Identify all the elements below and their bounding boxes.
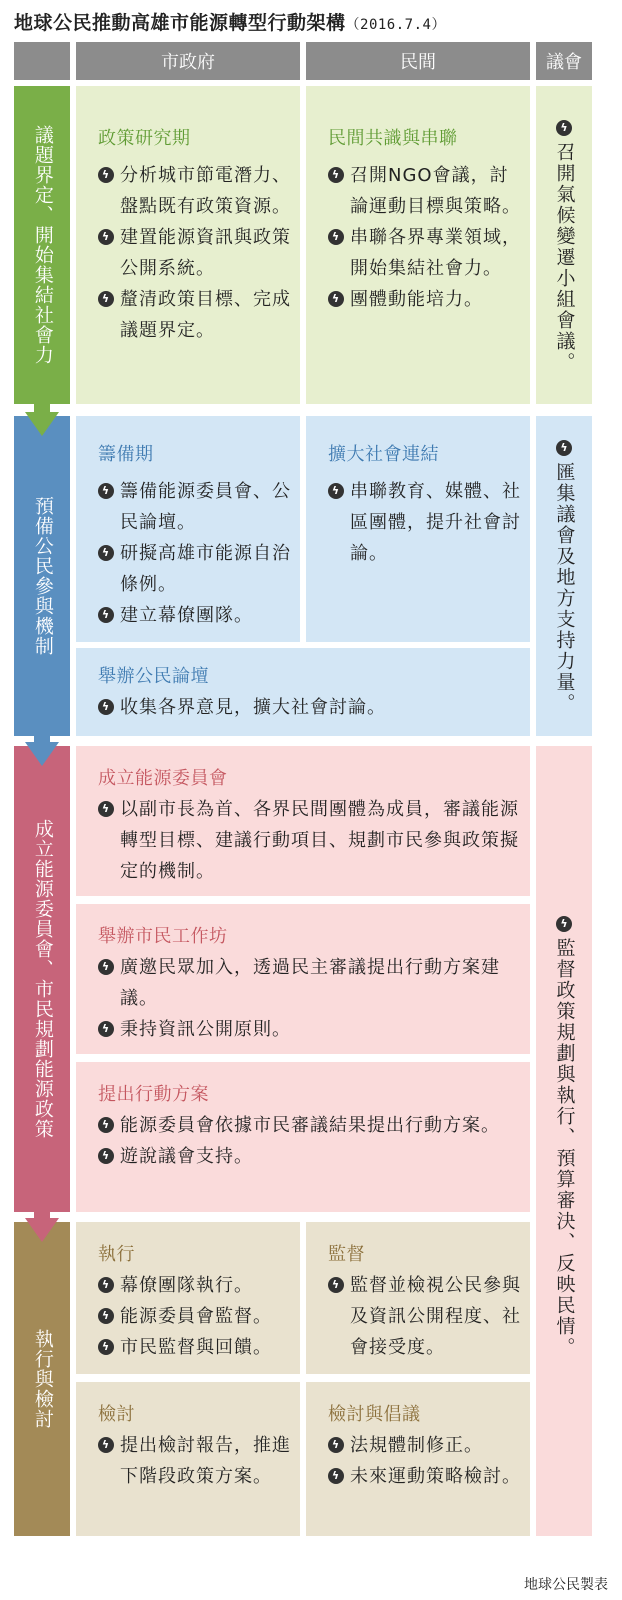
list-item: ϟ 團體動能培力。 [328, 284, 522, 315]
lightning-bolt-icon: ϟ [98, 801, 114, 817]
list-item: ϟ 廣邀民眾加入，透過民主審議提出行動方案建議。 [98, 952, 522, 1014]
p1-civil-list [328, 160, 522, 315]
p1-city-list [98, 160, 292, 346]
p4-review-list [98, 1430, 292, 1492]
p3-block-2-heading: 舉辦市民工作坊 [98, 926, 228, 947]
p4-monitor-list [328, 1270, 522, 1363]
phase-3-label: 成立能源委員會、市民規劃能源政策 [31, 819, 54, 1139]
p3-block-3-list [98, 1110, 522, 1172]
lightning-bolt-icon: ϟ [98, 483, 114, 499]
arrow-down-icon [25, 1218, 59, 1242]
title-date: （2016.7.4） [345, 17, 446, 33]
p2-council-text: 匯集議會及地方支持力量。 [553, 462, 576, 714]
p4-review-advocacy-cell [306, 1382, 530, 1536]
header-council: 議會 [536, 42, 592, 80]
list-item: ϟ 研擬高雄市能源自治條例。 [98, 538, 292, 600]
lightning-bolt-icon: ϟ [98, 1148, 114, 1164]
list-item: ϟ 串聯各界專業領域，開始集結社會力。 [328, 222, 522, 284]
lightning-bolt-icon: ϟ [98, 699, 114, 715]
list-item: ϟ 法規體制修正。 [328, 1430, 522, 1461]
p3-block-1 [76, 746, 530, 896]
p1-city-cell [76, 86, 300, 404]
lightning-bolt-icon: ϟ [98, 1339, 114, 1355]
p4-review-advocacy-heading: 檢討與倡議 [328, 1404, 421, 1425]
p4-review-cell [76, 1382, 300, 1536]
footer-credit: 地球公民製表 [524, 1577, 608, 1593]
lightning-bolt-icon: ϟ [98, 959, 114, 975]
list-item: ϟ 串聯教育、媒體、社區團體，提升社會討論。 [328, 476, 522, 569]
phase-2-label: 預備公民參與機制 [31, 496, 54, 656]
p3-block-3 [76, 1062, 530, 1212]
p2-joint-heading: 舉辦公民論壇 [98, 666, 209, 687]
p4-review-advocacy-list [328, 1430, 522, 1492]
lightning-bolt-icon: ϟ [556, 916, 572, 932]
list-item: ϟ 能源委員會依據市民審議結果提出行動方案。 [98, 1110, 522, 1141]
lightning-bolt-icon: ϟ [98, 1021, 114, 1037]
list-item: ϟ 釐清政策目標、完成議題界定。 [98, 284, 292, 346]
title-text: 地球公民推動高雄市能源轉型行動架構 [14, 12, 346, 34]
lightning-bolt-icon: ϟ [98, 229, 114, 245]
phase-4-bar [14, 1222, 70, 1536]
p4-exec-heading: 執行 [98, 1244, 135, 1265]
p2-joint-cell [76, 648, 530, 736]
p4-monitor-cell [306, 1222, 530, 1374]
lightning-bolt-icon: ϟ [98, 1437, 114, 1453]
header-blank [14, 42, 70, 80]
p1-council-cell [536, 86, 592, 404]
list-item: ϟ 未來運動策略檢討。 [328, 1461, 522, 1492]
lightning-bolt-icon: ϟ [328, 1468, 344, 1484]
p2-civil-cell [306, 416, 530, 642]
arrow-down-icon [25, 412, 59, 436]
p3-council-text: 監督政策規劃與執行、預算審決、反映民情。 [553, 938, 576, 1358]
lightning-bolt-icon: ϟ [328, 291, 344, 307]
phase-3-bar [14, 746, 70, 1212]
p2-joint-list [98, 692, 522, 723]
lightning-bolt-icon: ϟ [328, 483, 344, 499]
list-item: ϟ 召開NGO會議，討論運動目標與策略。 [328, 160, 522, 222]
p2-council-cell [536, 416, 592, 736]
list-item: ϟ 幕僚團隊執行。 [98, 1270, 292, 1301]
list-item: ϟ 收集各界意見，擴大社會討論。 [98, 692, 522, 723]
list-item: ϟ 秉持資訊公開原則。 [98, 1014, 522, 1045]
list-item: ϟ 建立幕僚團隊。 [98, 600, 292, 631]
p3-block-1-list [98, 794, 522, 887]
list-item: ϟ 以副市長為首、各界民間團體為成員，審議能源轉型目標、建議行動項目、規劃市民參與政策擬定的機制。 [98, 794, 522, 887]
p3-council-cell [536, 746, 592, 1536]
p4-exec-cell [76, 1222, 300, 1374]
list-item: ϟ 提出檢討報告，推進下階段政策方案。 [98, 1430, 292, 1492]
p2-city-heading: 籌備期 [98, 444, 154, 465]
p4-review-heading: 檢討 [98, 1404, 135, 1425]
list-item: ϟ 分析城市節電潛力、盤點既有政策資源。 [98, 160, 292, 222]
list-item: ϟ 籌備能源委員會、公民論壇。 [98, 476, 292, 538]
phase-1-bar [14, 86, 70, 404]
arrow-down-icon [25, 742, 59, 766]
lightning-bolt-icon: ϟ [328, 229, 344, 245]
p2-city-list [98, 476, 292, 631]
lightning-bolt-icon: ϟ [98, 1277, 114, 1293]
list-item: ϟ 遊說議會支持。 [98, 1141, 522, 1172]
list-item: ϟ 能源委員會監督。 [98, 1301, 292, 1332]
lightning-bolt-icon: ϟ [556, 440, 572, 456]
lightning-bolt-icon: ϟ [98, 1117, 114, 1133]
p3-block-3-heading: 提出行動方案 [98, 1084, 209, 1105]
lightning-bolt-icon: ϟ [556, 120, 572, 136]
lightning-bolt-icon: ϟ [98, 1308, 114, 1324]
lightning-bolt-icon: ϟ [98, 167, 114, 183]
lightning-bolt-icon: ϟ [98, 607, 114, 623]
p3-block-1-heading: 成立能源委員會 [98, 768, 228, 789]
p3-block-2 [76, 904, 530, 1054]
p4-exec-list [98, 1270, 292, 1363]
p2-city-cell [76, 416, 300, 642]
lightning-bolt-icon: ϟ [98, 545, 114, 561]
header-city: 市政府 [76, 42, 300, 80]
header-civil: 民間 [306, 42, 530, 80]
p1-city-heading: 政策研究期 [98, 128, 191, 149]
page-title [14, 8, 446, 35]
p2-civil-list [328, 476, 522, 569]
lightning-bolt-icon: ϟ [98, 291, 114, 307]
p2-civil-heading: 擴大社會連結 [328, 444, 439, 465]
lightning-bolt-icon: ϟ [328, 1437, 344, 1453]
phase-2-bar [14, 416, 70, 736]
list-item: ϟ 監督並檢視公民參與及資訊公開程度、社會接受度。 [328, 1270, 522, 1363]
list-item: ϟ 市民監督與回饋。 [98, 1332, 292, 1363]
p3-block-2-list [98, 952, 522, 1045]
lightning-bolt-icon: ϟ [328, 1277, 344, 1293]
list-item: ϟ 建置能源資訊與政策公開系統。 [98, 222, 292, 284]
p1-civil-heading: 民間共識與串聯 [328, 128, 458, 149]
p4-monitor-heading: 監督 [328, 1244, 365, 1265]
lightning-bolt-icon: ϟ [328, 167, 344, 183]
p1-civil-cell [306, 86, 530, 404]
p1-council-text: 召開氣候變遷小組會議。 [553, 142, 576, 373]
phase-1-label: 議題界定、開始集結社會力 [31, 125, 54, 365]
phase-4-label: 執行與檢討 [31, 1329, 54, 1429]
